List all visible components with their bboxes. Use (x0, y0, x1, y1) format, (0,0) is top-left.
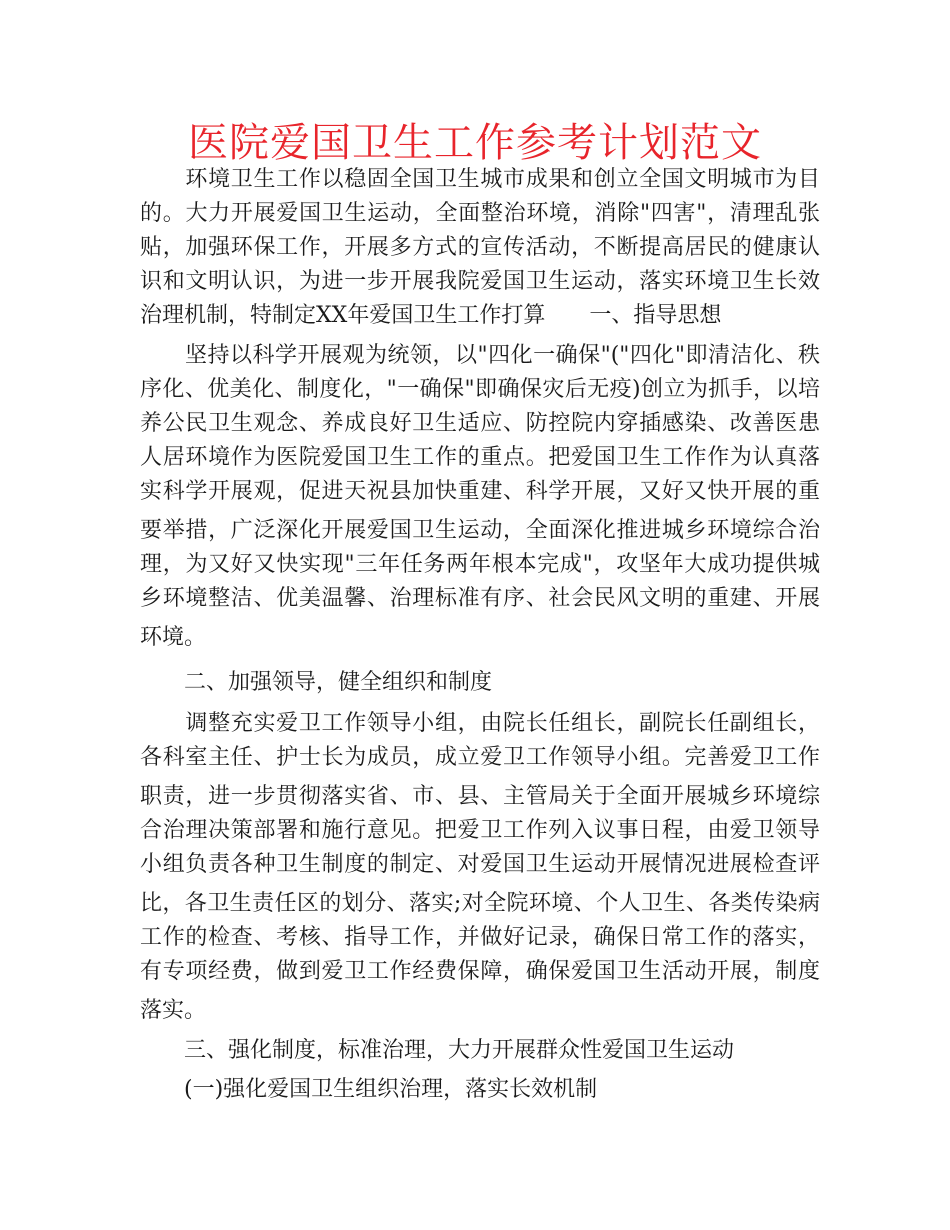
text-line: 环境。 (140, 625, 207, 650)
text-line: 有专项经费，做到爱卫工作经费保障，确保爱国卫生活动开展，制度 (140, 959, 820, 984)
text-line: 养公民卫生观念、养成良好卫生适应、防控院内穿插感染、改善医患 (140, 411, 820, 436)
text-line: 调整充实爱卫工作领导小组，由院长任组长，副院长任副组长， (140, 711, 820, 736)
text-line: 合治理决策部署和施行意见。把爱卫工作列入议事日程，由爱卫领导 (140, 818, 820, 843)
text-line: 实科学开展观，促进天祝县加快重建、科学开展，又好又快开展的重 (140, 479, 820, 504)
text-line: 要举措，广泛深化开展爱国卫生运动，全面深化推进城乡环境综合治 (140, 518, 820, 543)
text-line: 坚持以科学开展观为统领，以"四化一确保"("四化"即清洁化、秩 (140, 343, 820, 368)
text-line: 贴，加强环保工作，开展多方式的宣传活动，不断提高居民的健康认 (140, 235, 820, 260)
text-line: 理，为又好又快实现"三年任务两年根本完成"，攻坚年大成功提供城 (140, 552, 820, 577)
text-line: 职责，进一步贯彻落实省、市、县、主管局关于全面开展城乡环境综 (140, 784, 820, 809)
text-line: 序化、优美化、制度化，"一确保"即确保灾后无疫)创立为抓手，以培 (140, 377, 820, 402)
text-line: 比，各卫生责任区的划分、落实;对全院环境、个人卫生、各类传染病 (140, 891, 820, 916)
section-heading: 三、强化制度，标准治理，大力开展群众性爱国卫生运动 (140, 1038, 735, 1063)
text-line: 各科室主任、护士长为成员，成立爱卫工作领导小组。完善爱卫工作 (140, 745, 820, 770)
text-line: 识和文明认识，为进一步开展我院爱国卫生运动，落实环境卫生长效 (140, 269, 820, 294)
text-line: 治理机制，特制定XX年爱国卫生工作打算 一、指导思想 (140, 303, 722, 328)
text-line: 的。大力开展爱国卫生运动，全面整治环境，消除"四害"，清理乱张 (140, 201, 820, 226)
section-heading: 二、加强领导，健全组织和制度 (140, 670, 493, 695)
document-title: 医院爱国卫生工作参考计划范文 (188, 120, 762, 166)
text-line: 小组负责各种卫生制度的制定、对爱国卫生运动开展情况进展检查评 (140, 852, 820, 877)
text-line: 落实。 (140, 998, 207, 1023)
text-line: 人居环境作为医院爱国卫生工作的重点。把爱国卫生工作作为认真落 (140, 445, 820, 470)
text-line: 环境卫生工作以稳固全国卫生城市成果和创立全国文明城市为目 (140, 167, 820, 192)
text-line: 工作的检查、考核、指导工作，并做好记录，确保日常工作的落实， (140, 925, 820, 950)
subsection-heading: (一)强化爱国卫生组织治理，落实长效机制 (140, 1077, 598, 1102)
text-line: 乡环境整洁、优美温馨、治理标准有序、社会民风文明的重建、开展 (140, 586, 820, 611)
